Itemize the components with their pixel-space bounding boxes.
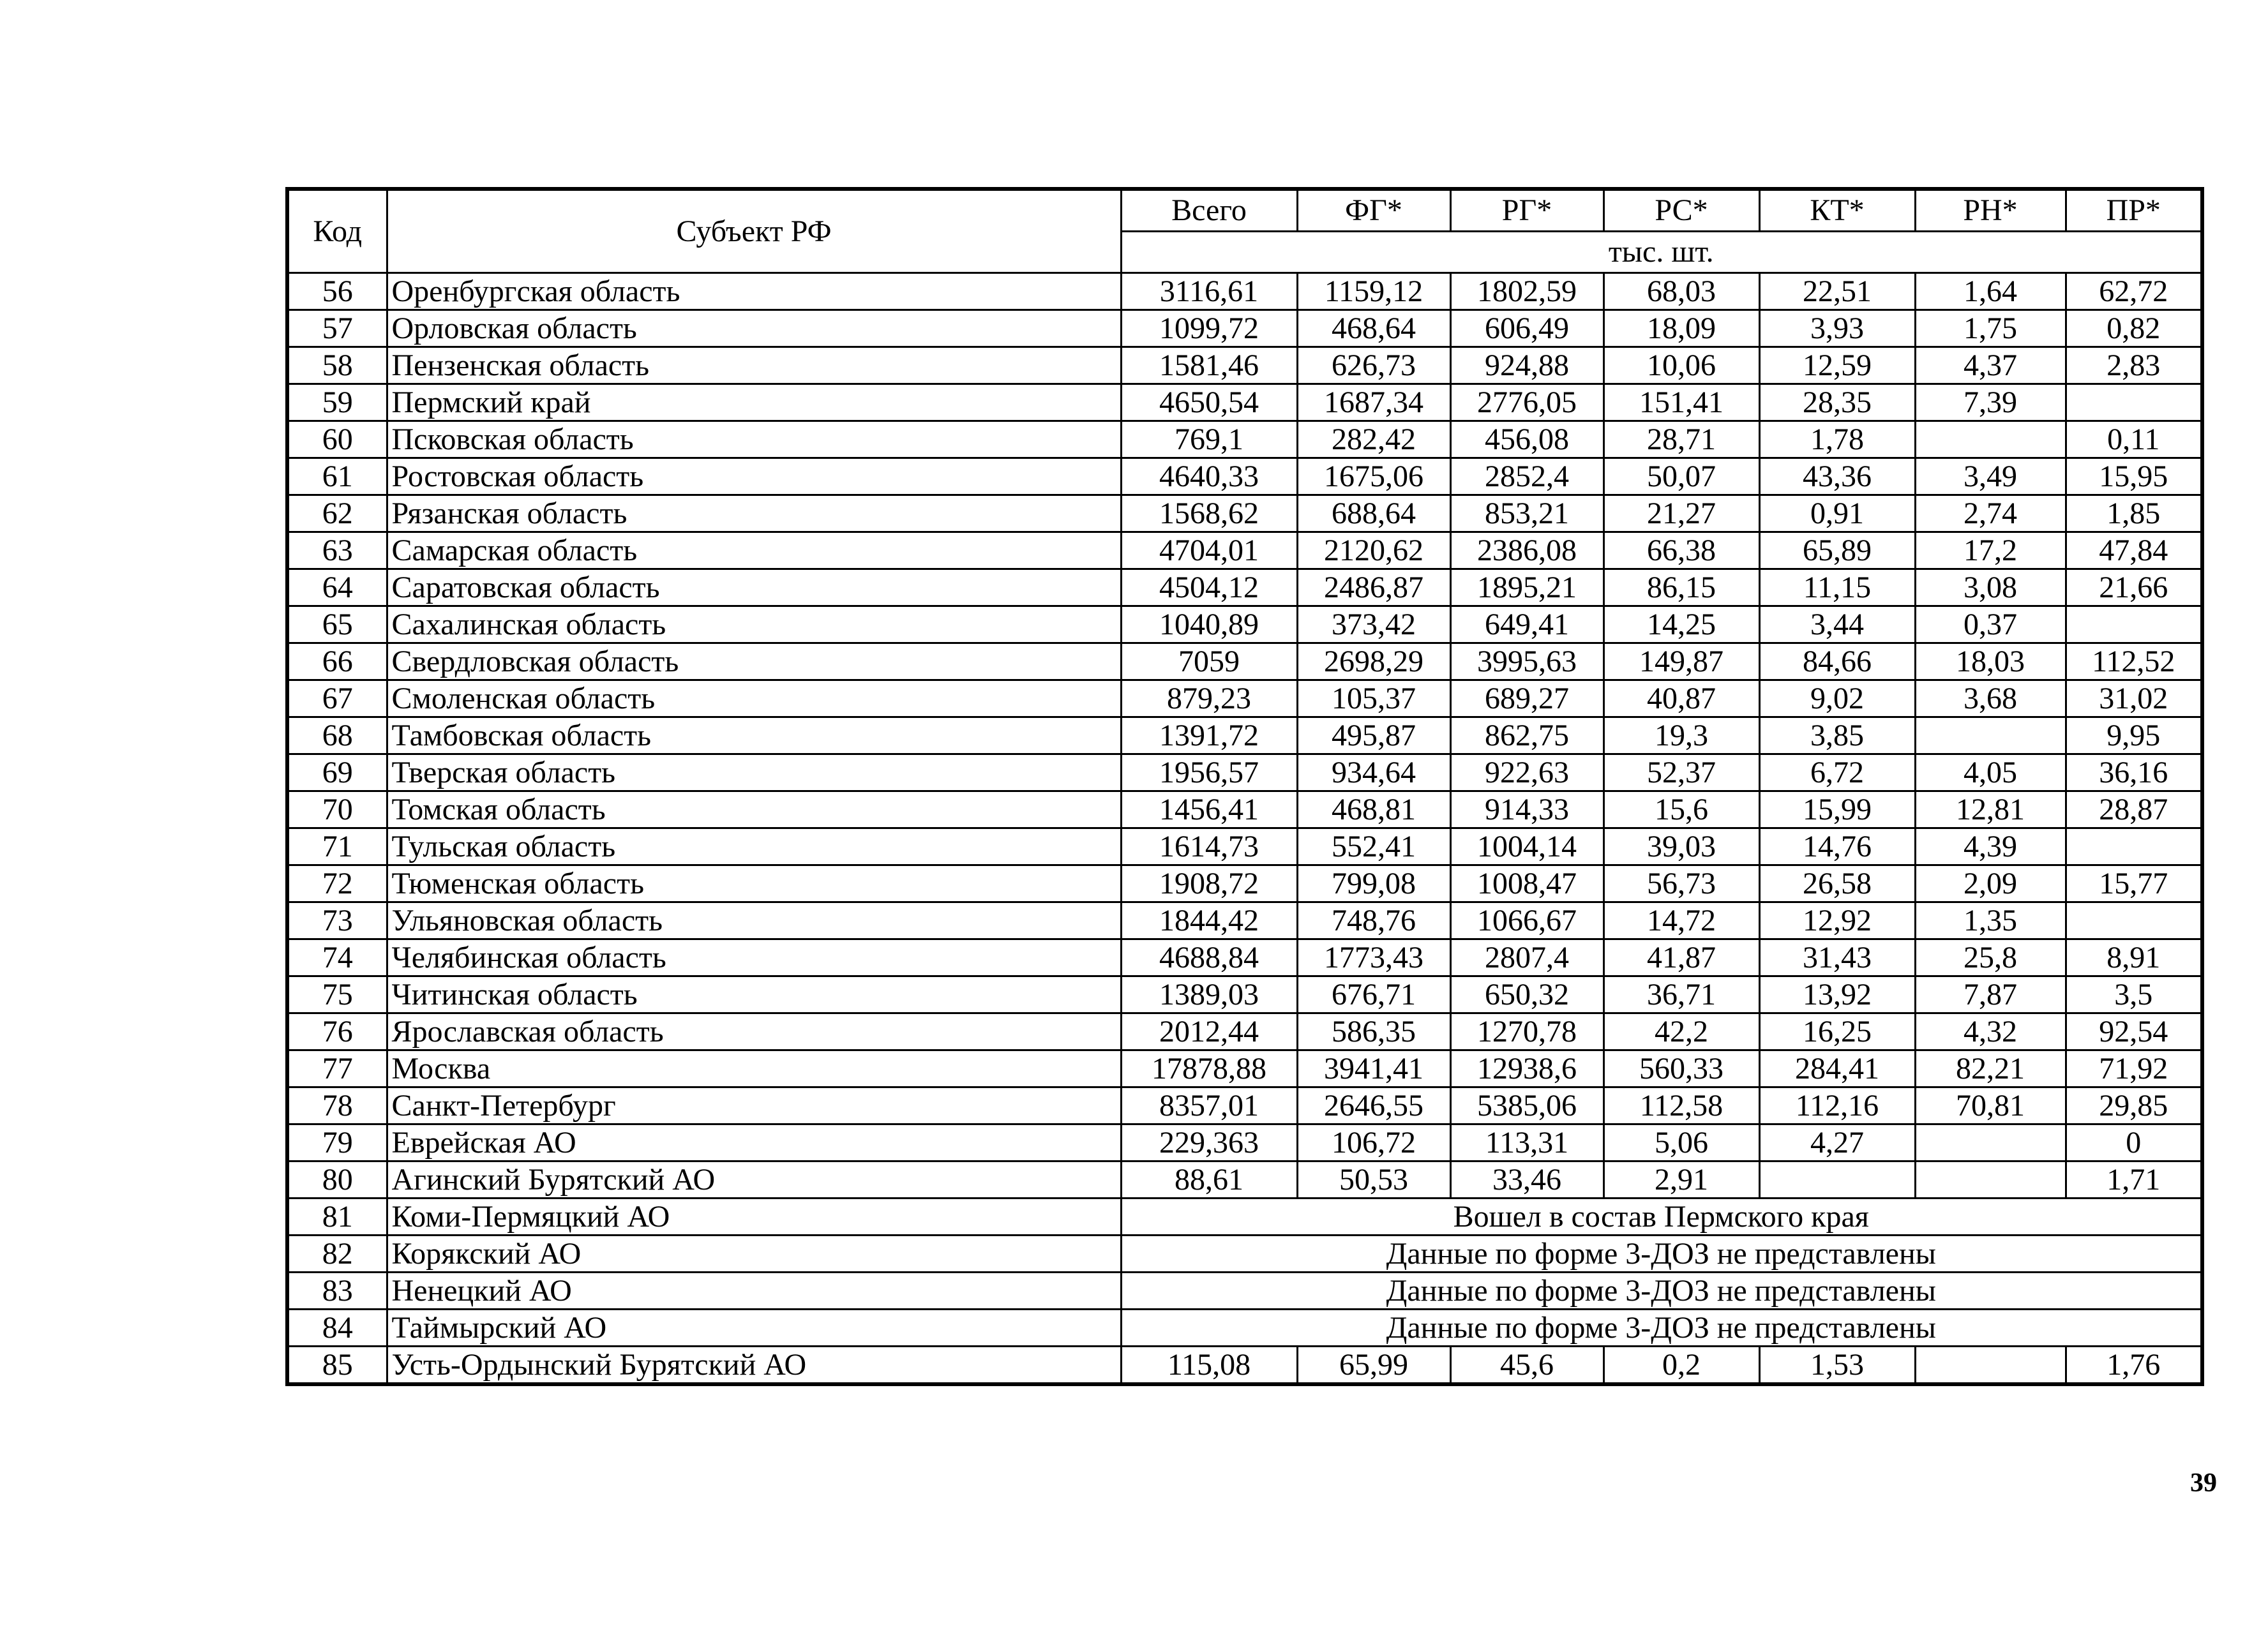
value-rg: 922,63 (1450, 754, 1603, 791)
row-code: 56 (287, 273, 387, 310)
header-row (287, 189, 2202, 232)
value-rg: 650,32 (1450, 976, 1603, 1013)
table-row (287, 828, 2202, 865)
row-subject: Усть-Ордынский Бурятский АО (387, 1347, 1121, 1385)
value-total: 1581,46 (1121, 347, 1297, 384)
value-kt: 13,92 (1759, 976, 1915, 1013)
value-rs: 66,38 (1603, 532, 1759, 569)
value-fg: 676,71 (1297, 976, 1450, 1013)
row-subject: Свердловская область (387, 643, 1121, 680)
value-rg: 2852,4 (1450, 458, 1603, 495)
value-total: 88,61 (1121, 1161, 1297, 1199)
row-code: 60 (287, 421, 387, 458)
value-rs: 68,03 (1603, 273, 1759, 310)
value-rs: 2,91 (1603, 1161, 1759, 1199)
row-code: 75 (287, 976, 387, 1013)
table-row (287, 347, 2202, 384)
value-total: 229,363 (1121, 1124, 1297, 1161)
value-rs: 0,2 (1603, 1347, 1759, 1385)
value-pr: 3,5 (2066, 976, 2202, 1013)
value-rs: 10,06 (1603, 347, 1759, 384)
row-code: 82 (287, 1236, 387, 1273)
value-total: 879,23 (1121, 680, 1297, 717)
value-rg: 606,49 (1450, 310, 1603, 347)
table-row (287, 1050, 2202, 1087)
value-pr (2066, 828, 2202, 865)
table-row (287, 569, 2202, 606)
value-rn: 3,68 (1915, 680, 2066, 717)
value-rs: 86,15 (1603, 569, 1759, 606)
value-kt: 112,16 (1759, 1087, 1915, 1124)
value-fg: 495,87 (1297, 717, 1450, 754)
value-kt: 3,93 (1759, 310, 1915, 347)
value-pr: 9,95 (2066, 717, 2202, 754)
value-pr (2066, 902, 2202, 939)
value-rn: 7,87 (1915, 976, 2066, 1013)
header-pr: ПР* (2066, 189, 2202, 232)
value-pr: 71,92 (2066, 1050, 2202, 1087)
row-code: 68 (287, 717, 387, 754)
row-code: 66 (287, 643, 387, 680)
value-rg: 649,41 (1450, 606, 1603, 643)
value-rn: 2,09 (1915, 865, 2066, 902)
value-kt: 31,43 (1759, 939, 1915, 976)
value-rg: 33,46 (1450, 1161, 1603, 1199)
value-rn: 4,32 (1915, 1013, 2066, 1050)
units-label: тыс. шт. (1121, 232, 2202, 273)
page-number: 39 (2190, 1468, 2217, 1498)
value-kt: 1,78 (1759, 421, 1915, 458)
row-code: 78 (287, 1087, 387, 1124)
value-rs: 14,25 (1603, 606, 1759, 643)
value-pr: 8,91 (2066, 939, 2202, 976)
value-rg: 1895,21 (1450, 569, 1603, 606)
table-row (287, 680, 2202, 717)
value-kt: 1,53 (1759, 1347, 1915, 1385)
value-fg: 626,73 (1297, 347, 1450, 384)
row-note: Данные по форме 3-ДОЗ не представлены (1121, 1310, 2202, 1347)
row-subject: Коми-Пермяцкий АО (387, 1199, 1121, 1236)
row-subject: Пензенская область (387, 347, 1121, 384)
header-rs: РС* (1603, 189, 1759, 232)
value-kt: 14,76 (1759, 828, 1915, 865)
value-kt: 9,02 (1759, 680, 1915, 717)
value-rn: 4,37 (1915, 347, 2066, 384)
row-code: 65 (287, 606, 387, 643)
row-subject: Ростовская область (387, 458, 1121, 495)
value-rs: 36,71 (1603, 976, 1759, 1013)
value-total: 1956,57 (1121, 754, 1297, 791)
value-fg: 1675,06 (1297, 458, 1450, 495)
row-subject: Корякский АО (387, 1236, 1121, 1273)
value-total: 17878,88 (1121, 1050, 1297, 1087)
row-subject: Еврейская АО (387, 1124, 1121, 1161)
value-rs: 151,41 (1603, 384, 1759, 421)
value-rs: 149,87 (1603, 643, 1759, 680)
table-row (287, 495, 2202, 532)
value-pr: 21,66 (2066, 569, 2202, 606)
row-code: 59 (287, 384, 387, 421)
value-fg: 552,41 (1297, 828, 1450, 865)
value-fg: 1773,43 (1297, 939, 1450, 976)
table-row (287, 532, 2202, 569)
value-rn: 25,8 (1915, 939, 2066, 976)
value-rn: 18,03 (1915, 643, 2066, 680)
value-rn: 3,08 (1915, 569, 2066, 606)
row-code: 67 (287, 680, 387, 717)
row-code: 72 (287, 865, 387, 902)
row-subject: Орловская область (387, 310, 1121, 347)
value-rg: 689,27 (1450, 680, 1603, 717)
row-note: Вошел в состав Пермского края (1121, 1199, 2202, 1236)
value-pr: 15,77 (2066, 865, 2202, 902)
value-rn (1915, 1347, 2066, 1385)
row-subject: Рязанская область (387, 495, 1121, 532)
value-pr: 31,02 (2066, 680, 2202, 717)
value-kt (1759, 1161, 1915, 1199)
value-kt: 11,15 (1759, 569, 1915, 606)
value-kt: 84,66 (1759, 643, 1915, 680)
value-pr: 92,54 (2066, 1013, 2202, 1050)
value-fg: 2120,62 (1297, 532, 1450, 569)
value-fg: 586,35 (1297, 1013, 1450, 1050)
value-kt: 28,35 (1759, 384, 1915, 421)
value-rn: 0,37 (1915, 606, 2066, 643)
table-row (287, 865, 2202, 902)
header-subject: Субъект РФ (387, 189, 1121, 273)
value-rn: 70,81 (1915, 1087, 2066, 1124)
value-pr (2066, 606, 2202, 643)
table-row (287, 310, 2202, 347)
value-pr: 29,85 (2066, 1087, 2202, 1124)
value-pr: 47,84 (2066, 532, 2202, 569)
value-rs: 14,72 (1603, 902, 1759, 939)
value-pr: 15,95 (2066, 458, 2202, 495)
value-rs: 560,33 (1603, 1050, 1759, 1087)
value-rg: 1066,67 (1450, 902, 1603, 939)
row-note: Данные по форме 3-ДОЗ не представлены (1121, 1236, 2202, 1273)
value-total: 2012,44 (1121, 1013, 1297, 1050)
header-rg: РГ* (1450, 189, 1603, 232)
value-total: 3116,61 (1121, 273, 1297, 310)
table-row (287, 421, 2202, 458)
value-pr: 112,52 (2066, 643, 2202, 680)
table-row (287, 717, 2202, 754)
value-kt: 43,36 (1759, 458, 1915, 495)
value-rs: 5,06 (1603, 1124, 1759, 1161)
value-pr: 0,11 (2066, 421, 2202, 458)
row-code: 61 (287, 458, 387, 495)
value-rs: 39,03 (1603, 828, 1759, 865)
value-fg: 468,64 (1297, 310, 1450, 347)
table-row (287, 1310, 2202, 1347)
row-code: 62 (287, 495, 387, 532)
value-kt: 6,72 (1759, 754, 1915, 791)
value-total: 4688,84 (1121, 939, 1297, 976)
row-subject: Саратовская область (387, 569, 1121, 606)
value-kt: 22,51 (1759, 273, 1915, 310)
value-pr: 2,83 (2066, 347, 2202, 384)
table-row (287, 1124, 2202, 1161)
row-code: 80 (287, 1161, 387, 1199)
row-subject: Сахалинская область (387, 606, 1121, 643)
value-rs: 28,71 (1603, 421, 1759, 458)
table-row (287, 273, 2202, 310)
value-rg: 45,6 (1450, 1347, 1603, 1385)
value-rg: 1008,47 (1450, 865, 1603, 902)
value-total: 1040,89 (1121, 606, 1297, 643)
table-row (287, 1273, 2202, 1310)
value-rg: 2776,05 (1450, 384, 1603, 421)
value-kt: 3,44 (1759, 606, 1915, 643)
value-rs: 40,87 (1603, 680, 1759, 717)
value-rs: 41,87 (1603, 939, 1759, 976)
row-subject: Томская область (387, 791, 1121, 828)
value-rn (1915, 717, 2066, 754)
value-pr: 1,85 (2066, 495, 2202, 532)
value-rs: 112,58 (1603, 1087, 1759, 1124)
value-fg: 748,76 (1297, 902, 1450, 939)
value-rs: 18,09 (1603, 310, 1759, 347)
value-rs: 15,6 (1603, 791, 1759, 828)
value-fg: 934,64 (1297, 754, 1450, 791)
value-rn: 2,74 (1915, 495, 2066, 532)
value-fg: 105,37 (1297, 680, 1450, 717)
value-rn (1915, 421, 2066, 458)
value-kt: 0,91 (1759, 495, 1915, 532)
row-subject: Пермский край (387, 384, 1121, 421)
row-code: 76 (287, 1013, 387, 1050)
value-total: 115,08 (1121, 1347, 1297, 1385)
table-row (287, 1347, 2202, 1385)
row-subject: Тульская область (387, 828, 1121, 865)
value-total: 4704,01 (1121, 532, 1297, 569)
row-subject: Тверская область (387, 754, 1121, 791)
value-rg: 3995,63 (1450, 643, 1603, 680)
value-rs: 50,07 (1603, 458, 1759, 495)
table-row (287, 458, 2202, 495)
row-subject: Псковская область (387, 421, 1121, 458)
value-fg: 1687,34 (1297, 384, 1450, 421)
value-rn: 82,21 (1915, 1050, 2066, 1087)
value-rn: 4,05 (1915, 754, 2066, 791)
value-kt: 12,92 (1759, 902, 1915, 939)
row-code: 83 (287, 1273, 387, 1310)
value-rn: 7,39 (1915, 384, 2066, 421)
value-total: 4640,33 (1121, 458, 1297, 495)
row-code: 57 (287, 310, 387, 347)
row-subject: Ненецкий АО (387, 1273, 1121, 1310)
table-row (287, 643, 2202, 680)
value-rg: 914,33 (1450, 791, 1603, 828)
value-fg: 3941,41 (1297, 1050, 1450, 1087)
value-rg: 113,31 (1450, 1124, 1603, 1161)
value-pr: 0,82 (2066, 310, 2202, 347)
row-code: 63 (287, 532, 387, 569)
value-pr: 36,16 (2066, 754, 2202, 791)
row-subject: Самарская область (387, 532, 1121, 569)
header-fg: ФГ* (1297, 189, 1450, 232)
row-subject: Челябинская область (387, 939, 1121, 976)
row-note: Данные по форме 3-ДОЗ не представлены (1121, 1273, 2202, 1310)
row-code: 73 (287, 902, 387, 939)
table-row (287, 1161, 2202, 1199)
value-rs: 19,3 (1603, 717, 1759, 754)
value-fg: 1159,12 (1297, 273, 1450, 310)
value-rn: 12,81 (1915, 791, 2066, 828)
row-subject: Таймырский АО (387, 1310, 1121, 1347)
value-fg: 106,72 (1297, 1124, 1450, 1161)
row-code: 79 (287, 1124, 387, 1161)
value-kt: 26,58 (1759, 865, 1915, 902)
value-fg: 50,53 (1297, 1161, 1450, 1199)
value-fg: 688,64 (1297, 495, 1450, 532)
value-fg: 282,42 (1297, 421, 1450, 458)
value-total: 1614,73 (1121, 828, 1297, 865)
row-subject: Смоленская область (387, 680, 1121, 717)
row-subject: Ульяновская область (387, 902, 1121, 939)
value-kt: 284,41 (1759, 1050, 1915, 1087)
value-rg: 1004,14 (1450, 828, 1603, 865)
header-kt: КТ* (1759, 189, 1915, 232)
value-rn: 4,39 (1915, 828, 2066, 865)
value-kt: 65,89 (1759, 532, 1915, 569)
value-rn (1915, 1124, 2066, 1161)
row-code: 70 (287, 791, 387, 828)
value-fg: 2698,29 (1297, 643, 1450, 680)
table-row (287, 1236, 2202, 1273)
row-subject: Ярославская область (387, 1013, 1121, 1050)
row-subject: Оренбургская область (387, 273, 1121, 310)
value-rg: 2386,08 (1450, 532, 1603, 569)
value-fg: 373,42 (1297, 606, 1450, 643)
value-kt: 4,27 (1759, 1124, 1915, 1161)
row-code: 85 (287, 1347, 387, 1385)
value-fg: 65,99 (1297, 1347, 1450, 1385)
value-rn: 1,64 (1915, 273, 2066, 310)
value-rn: 1,35 (1915, 902, 2066, 939)
value-rg: 924,88 (1450, 347, 1603, 384)
header-rn: РН* (1915, 189, 2066, 232)
table-row (287, 976, 2202, 1013)
table-row (287, 939, 2202, 976)
value-rg: 853,21 (1450, 495, 1603, 532)
row-subject: Тюменская область (387, 865, 1121, 902)
value-kt: 12,59 (1759, 347, 1915, 384)
table-row (287, 754, 2202, 791)
value-pr: 1,71 (2066, 1161, 2202, 1199)
value-total: 1456,41 (1121, 791, 1297, 828)
value-total: 7059 (1121, 643, 1297, 680)
value-kt: 16,25 (1759, 1013, 1915, 1050)
value-fg: 468,81 (1297, 791, 1450, 828)
value-rn (1915, 1161, 2066, 1199)
value-rn: 3,49 (1915, 458, 2066, 495)
value-total: 1844,42 (1121, 902, 1297, 939)
value-pr (2066, 384, 2202, 421)
value-total: 8357,01 (1121, 1087, 1297, 1124)
header-code: Код (287, 189, 387, 273)
value-total: 4504,12 (1121, 569, 1297, 606)
row-subject: Санкт-Петербург (387, 1087, 1121, 1124)
value-rs: 21,27 (1603, 495, 1759, 532)
value-rg: 862,75 (1450, 717, 1603, 754)
value-rg: 456,08 (1450, 421, 1603, 458)
value-total: 769,1 (1121, 421, 1297, 458)
value-rs: 56,73 (1603, 865, 1759, 902)
row-subject: Агинский Бурятский АО (387, 1161, 1121, 1199)
value-total: 4650,54 (1121, 384, 1297, 421)
value-total: 1568,62 (1121, 495, 1297, 532)
value-fg: 2646,55 (1297, 1087, 1450, 1124)
value-total: 1391,72 (1121, 717, 1297, 754)
value-pr: 0 (2066, 1124, 2202, 1161)
row-subject: Читинская область (387, 976, 1121, 1013)
value-rs: 42,2 (1603, 1013, 1759, 1050)
row-code: 84 (287, 1310, 387, 1347)
value-rg: 1802,59 (1450, 273, 1603, 310)
row-code: 81 (287, 1199, 387, 1236)
value-rg: 12938,6 (1450, 1050, 1603, 1087)
value-pr: 1,76 (2066, 1347, 2202, 1385)
table-body (287, 273, 2202, 1385)
table-row (287, 384, 2202, 421)
value-pr: 62,72 (2066, 273, 2202, 310)
value-rg: 1270,78 (1450, 1013, 1603, 1050)
value-fg: 799,08 (1297, 865, 1450, 902)
row-code: 74 (287, 939, 387, 976)
table-row (287, 902, 2202, 939)
value-total: 1908,72 (1121, 865, 1297, 902)
row-code: 71 (287, 828, 387, 865)
value-rn: 17,2 (1915, 532, 2066, 569)
row-code: 69 (287, 754, 387, 791)
value-rs: 52,37 (1603, 754, 1759, 791)
table-row (287, 1087, 2202, 1124)
table-row (287, 1199, 2202, 1236)
row-subject: Тамбовская область (387, 717, 1121, 754)
value-kt: 3,85 (1759, 717, 1915, 754)
row-code: 64 (287, 569, 387, 606)
table-row (287, 606, 2202, 643)
value-total: 1389,03 (1121, 976, 1297, 1013)
value-rg: 2807,4 (1450, 939, 1603, 976)
row-subject: Москва (387, 1050, 1121, 1087)
value-kt: 15,99 (1759, 791, 1915, 828)
table-row (287, 791, 2202, 828)
data-table (285, 187, 2204, 1386)
row-code: 58 (287, 347, 387, 384)
value-rg: 5385,06 (1450, 1087, 1603, 1124)
value-total: 1099,72 (1121, 310, 1297, 347)
header-total: Всего (1121, 189, 1297, 232)
value-fg: 2486,87 (1297, 569, 1450, 606)
row-code: 77 (287, 1050, 387, 1087)
table-row (287, 1013, 2202, 1050)
value-pr: 28,87 (2066, 791, 2202, 828)
value-rn: 1,75 (1915, 310, 2066, 347)
